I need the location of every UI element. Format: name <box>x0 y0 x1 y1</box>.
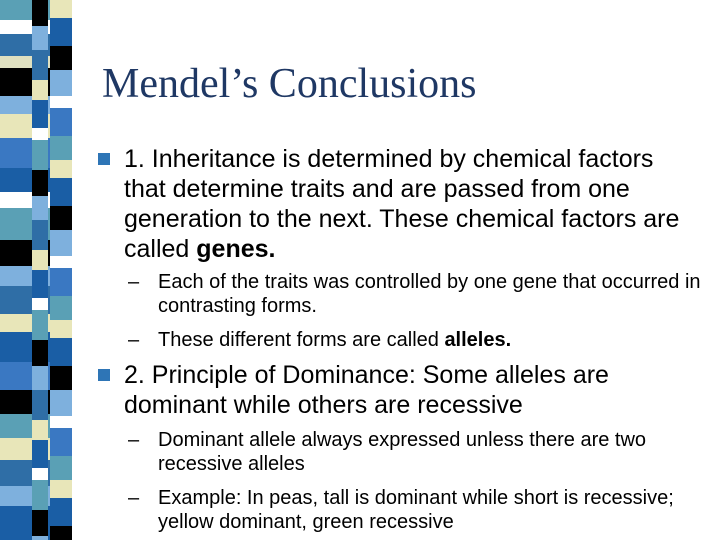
bullet-text: 2. Principle of Dominance: Some alleles are dominant while others are recessive <box>124 361 609 419</box>
sub-bullet-dash: – <box>128 329 140 351</box>
sub-bullet-item <box>128 486 708 534</box>
bullet-marker-icon <box>98 369 110 381</box>
slide-title: Mendel’s Conclusions <box>102 61 477 107</box>
strip-column <box>32 0 48 540</box>
sub-bullet-item <box>128 270 708 318</box>
strip-column <box>50 0 72 540</box>
bold-term: alleles. <box>444 329 512 351</box>
decorative-strip <box>0 0 72 540</box>
sub-bullet-item <box>128 428 708 476</box>
sub-bullet-dash: – <box>128 487 140 509</box>
sub-bullet-text: Dominant allele always expressed unless there are two recessive alleles <box>158 429 647 475</box>
sub-bullet-text: These different forms are called alleles. <box>158 329 512 351</box>
sub-bullet-item <box>128 328 708 352</box>
sub-bullet-text: Example: In peas, tall is dominant while short is recessive; yellow dominant, green recessive <box>158 487 674 533</box>
bullet-text: 1. Inheritance is determined by chemical factors that determine traits and are passed from one generation to the next. These chemical factors are called genes. <box>124 145 680 263</box>
bullet-marker-icon <box>98 153 110 165</box>
bullet-item <box>98 144 698 264</box>
sub-bullet-text: Each of the traits was controlled by one gene that occurred in contrasting forms. <box>158 271 701 317</box>
bullet-item <box>98 360 698 420</box>
sub-bullet-dash: – <box>128 271 140 293</box>
bold-term: genes. <box>196 235 276 263</box>
sub-bullet-dash: – <box>128 429 140 451</box>
